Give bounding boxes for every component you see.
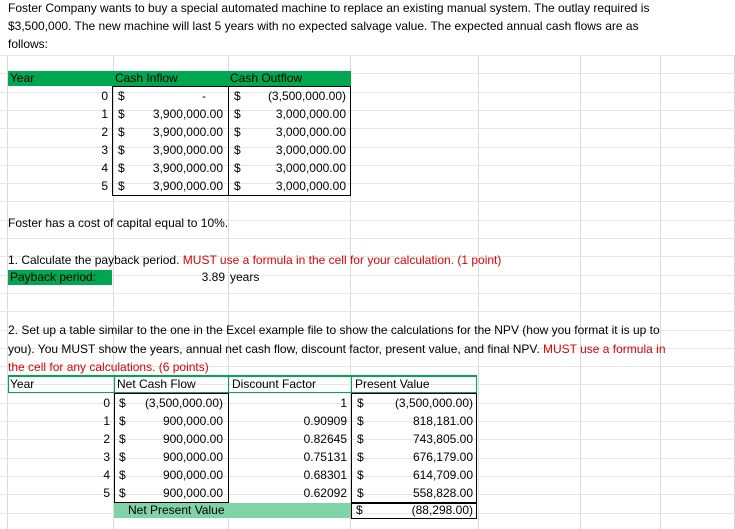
intro-paragraph <box>0 0 735 55</box>
cash-row-inflow-currency[interactable]: $ <box>118 143 125 157</box>
cash-header-border <box>8 71 351 86</box>
npv-row-year[interactable]: 4 <box>103 468 110 482</box>
cash-row-inflow-currency[interactable]: $ <box>118 179 125 193</box>
npv-header-year[interactable]: Year <box>10 377 35 391</box>
npv-row-df[interactable]: 0.75131 <box>303 450 347 464</box>
npv-row-ncf-currency[interactable]: $ <box>119 468 126 482</box>
npv-row-pv-currency[interactable]: $ <box>357 468 364 482</box>
q1-instruction: 1. Calculate the payback period. <box>8 253 180 267</box>
npv-row-pv[interactable]: (3,500,000.00) <box>394 396 473 410</box>
cash-row-inflow[interactable]: - <box>202 89 206 103</box>
npv-header-pv[interactable]: Present Value <box>355 377 430 391</box>
cash-row-inflow[interactable]: 3,900,000.00 <box>152 125 223 139</box>
cash-row-outflow-currency[interactable]: $ <box>234 179 241 193</box>
q2-line-2a: you). You MUST show the years, annual net cash flow, discount factor, present value, and final NPV. <box>8 342 540 356</box>
gridline <box>0 293 735 294</box>
npv-row-year[interactable]: 5 <box>103 486 110 500</box>
npv-row-ncf-currency[interactable]: $ <box>119 486 126 500</box>
gridline <box>0 183 735 184</box>
gridline <box>0 92 735 93</box>
cash-row-outflow[interactable]: 3,000,000.00 <box>275 143 346 157</box>
payback-unit[interactable]: years <box>230 270 260 284</box>
cash-row-inflow[interactable]: 3,900,000.00 <box>152 179 223 193</box>
npv-row-ncf[interactable]: 900,000.00 <box>162 432 223 446</box>
cash-row-outflow[interactable]: 3,000,000.00 <box>275 179 346 193</box>
cash-row-outflow-currency[interactable]: $ <box>234 125 241 139</box>
npv-row-year[interactable]: 2 <box>103 432 110 446</box>
payback-value[interactable]: 3.89 <box>201 270 225 284</box>
cash-row-inflow-currency[interactable]: $ <box>118 161 125 175</box>
npv-row-ncf[interactable]: (3,500,000.00) <box>144 396 223 410</box>
cash-left-border <box>112 86 113 196</box>
npv-row-pv[interactable]: 558,828.00 <box>412 486 473 500</box>
cash-row-outflow[interactable]: 3,000,000.00 <box>275 125 346 139</box>
npv-header-div-2 <box>228 376 229 393</box>
gridline <box>0 238 735 239</box>
intro-line-3: follows: <box>8 37 49 51</box>
npv-row-df[interactable]: 0.68301 <box>303 468 347 482</box>
cash-row-year[interactable]: 3 <box>101 143 108 157</box>
gridline <box>0 201 735 202</box>
npv-total-currency[interactable]: $ <box>356 503 363 517</box>
gridline <box>0 55 735 56</box>
npv-row-year[interactable]: 3 <box>103 450 110 464</box>
gridline <box>0 128 735 129</box>
npv-row-df[interactable]: 0.90909 <box>303 414 347 428</box>
intro-line-2: $3,500,000. The new machine will last 5 years with no expected salvage value. The expected annual cash flows are as <box>8 19 639 33</box>
cash-col-divider <box>228 86 229 196</box>
intro-line-1: Foster Company wants to buy a special automated machine to replace an existing manual system. The outlay required is <box>8 1 650 15</box>
npv-row-pv-currency[interactable]: $ <box>357 486 364 500</box>
npv-row-ncf-currency[interactable]: $ <box>119 414 126 428</box>
cost-of-capital-text: Foster has a cost of capital equal to 10%. <box>8 216 229 230</box>
cash-row-outflow-currency[interactable]: $ <box>234 107 241 121</box>
gridline <box>0 147 735 148</box>
cash-row-inflow[interactable]: 3,900,000.00 <box>152 161 223 175</box>
npv-total-label[interactable]: Net Present Value <box>128 503 225 517</box>
gridline <box>0 165 735 166</box>
npv-row-df[interactable]: 1 <box>340 396 347 410</box>
npv-row-pv-currency[interactable]: $ <box>357 450 364 464</box>
q2-line-2 <box>8 342 666 357</box>
npv-row-df[interactable]: 0.62092 <box>303 486 347 500</box>
npv-total-value[interactable]: (88,298.00) <box>411 503 473 517</box>
q2-line-1: 2. Set up a table similar to the one in the Excel example file to show the calculations for the NPV (how you format it is up to <box>8 323 660 337</box>
npv-row-ncf[interactable]: 900,000.00 <box>162 414 223 428</box>
npv-row-pv-currency[interactable]: $ <box>357 432 364 446</box>
npv-row-ncf[interactable]: 900,000.00 <box>162 450 223 464</box>
q1-note: MUST use a formula in the cell for your calculation. (1 point) <box>182 253 502 267</box>
cash-row-outflow-currency[interactable]: $ <box>234 143 241 157</box>
cash-header-inflow[interactable]: Cash Inflow <box>115 71 178 85</box>
npv-header-div-1 <box>114 376 115 393</box>
npv-header-border <box>8 376 477 393</box>
npv-row-pv[interactable]: 743,805.00 <box>412 432 473 446</box>
cash-row-inflow[interactable]: 3,900,000.00 <box>152 107 223 121</box>
npv-row-ncf-currency[interactable]: $ <box>119 396 126 410</box>
npv-row-df[interactable]: 0.82645 <box>303 432 347 446</box>
npv-row-pv[interactable]: 818,181.00 <box>412 414 473 428</box>
cash-row-outflow[interactable]: (3,500,000.00) <box>267 89 346 103</box>
gridline <box>0 110 735 111</box>
npv-header-ncf[interactable]: Net Cash Flow <box>117 377 196 391</box>
cash-row-outflow-currency[interactable]: $ <box>234 89 241 103</box>
npv-row-year[interactable]: 0 <box>103 396 110 410</box>
npv-row-ncf[interactable]: 900,000.00 <box>162 486 223 500</box>
npv-row-pv-currency[interactable]: $ <box>357 396 364 410</box>
npv-header-df[interactable]: Discount Factor <box>232 377 317 391</box>
cash-row-inflow-currency[interactable]: $ <box>118 125 125 139</box>
npv-header-div-3 <box>351 376 352 393</box>
q2-line-3: the cell for any calculations. (6 points) <box>8 360 209 374</box>
cash-row-inflow[interactable]: 3,900,000.00 <box>152 143 223 157</box>
cash-row-year[interactable]: 2 <box>101 125 108 139</box>
cash-header-outflow[interactable]: Cash Outflow <box>230 71 303 85</box>
payback-label[interactable]: Payback period: <box>10 270 97 284</box>
cash-row-inflow-currency[interactable]: $ <box>118 89 125 103</box>
cash-row-outflow[interactable]: 3,000,000.00 <box>275 107 346 121</box>
cash-row-outflow-currency[interactable]: $ <box>234 161 241 175</box>
cash-row-inflow-currency[interactable]: $ <box>118 107 125 121</box>
q1-text <box>8 253 501 268</box>
cash-header-year[interactable]: Year <box>10 71 35 85</box>
npv-row-ncf[interactable]: 900,000.00 <box>162 468 223 482</box>
npv-row-ncf-currency[interactable]: $ <box>119 432 126 446</box>
npv-row-pv[interactable]: 614,709.00 <box>412 468 473 482</box>
cash-row-year[interactable]: 4 <box>101 161 108 175</box>
q2-line-2b: MUST use a formula in <box>543 342 666 356</box>
cash-row-year[interactable]: 1 <box>101 107 108 121</box>
npv-row-ncf-currency[interactable]: $ <box>119 450 126 464</box>
npv-row-pv[interactable]: 676,179.00 <box>412 450 473 464</box>
cash-row-year[interactable]: 0 <box>101 89 108 103</box>
cash-row-outflow[interactable]: 3,000,000.00 <box>275 161 346 175</box>
gridline <box>0 311 735 312</box>
cash-row-year[interactable]: 5 <box>101 179 108 193</box>
npv-row-year[interactable]: 1 <box>103 414 110 428</box>
npv-row-pv-currency[interactable]: $ <box>357 414 364 428</box>
